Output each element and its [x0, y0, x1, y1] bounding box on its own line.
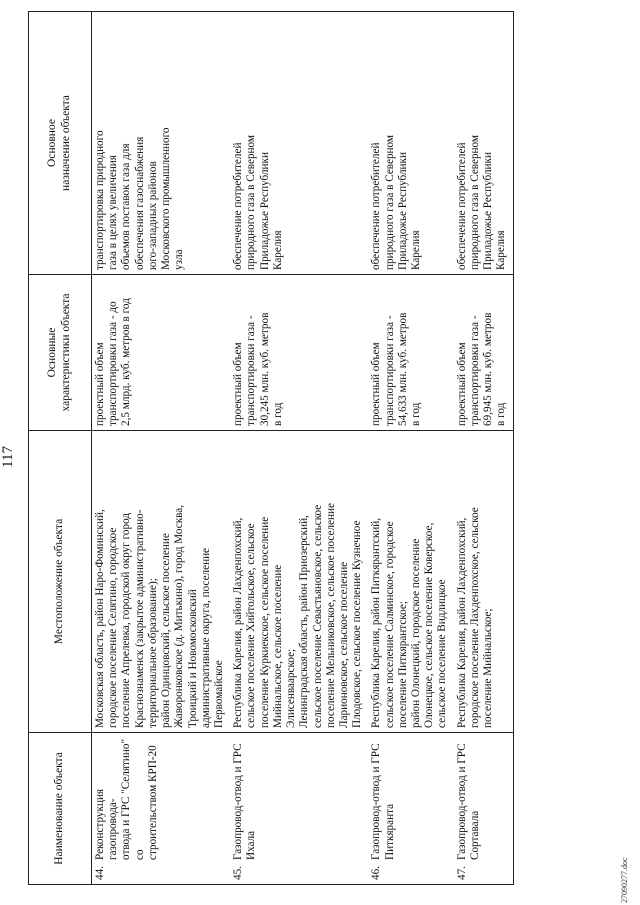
page-number: 117	[0, 446, 16, 468]
row-number: 46.	[370, 866, 383, 880]
object-location-cell	[92, 431, 231, 733]
object-characteristics-cell	[454, 275, 513, 431]
object-purpose: обеспечение потребителей природного газа в Северном Приладожье Республики Карелия	[370, 134, 423, 270]
object-name-cell	[230, 733, 368, 885]
object-name-cell	[368, 733, 453, 885]
object-purpose: обеспечение потребителей природного газа в Северном Приладожье Республики Карелия	[455, 134, 508, 270]
object-purpose: обеспечение потребителей природного газа в Северном Приладожье Республики Карелия	[232, 134, 284, 270]
object-purpose-cell	[454, 12, 513, 275]
header-purpose: Основное назначение объекта	[29, 12, 92, 275]
object-characteristics-cell	[92, 275, 231, 431]
table-row	[230, 12, 368, 885]
object-name: Газопровод-отвод и ГРС Сортавала	[455, 743, 481, 860]
object-characteristics: проектный объем транспортировки газа - до 2,5 млрд. куб. метров в год	[94, 298, 133, 426]
object-characteristics-cell	[230, 275, 368, 431]
header-characteristics: Основные характеристики объекта	[29, 275, 92, 431]
object-characteristics: проектный объем транспортировки газа - 30,245 млн. куб. метров в год	[232, 312, 284, 426]
object-location-cell	[230, 431, 368, 733]
object-name: Газопровод-отвод и ГРС Ихала	[232, 743, 258, 860]
header-name: Наименование объекта	[29, 733, 92, 885]
object-location: Республика Карелия, район Питкярантский, сельское поселение Салминское, городское поселение Питкярантское; район Олонецкий, городское поселение Олонецкое, сельское поселение Коверское, сельское поселение Видлицкое	[370, 517, 449, 728]
object-location: Республика Карелия, район Лахденпохский, городское поселение Лахденпохское, сельское поселение Мийнальское;	[455, 507, 495, 728]
row-number: 47.	[455, 866, 468, 880]
document-file-code: 27090277.doc	[620, 857, 629, 903]
object-location: Республика Карелия, район Лахденпохский, сельское поселение Хийтольское, сельское поселение Куркиекское, сельское поселение Мийнальское, сельское поселение Элисенваарское; Ленинградская область, район Приозерский, сельское поселение Севастьяновское, сельское поселение Мельниковское, сельское поселение Ларионовское, сельское поселение Плодовское, сельское поселение Кузнечное	[232, 503, 364, 728]
object-characteristics-cell	[368, 275, 453, 431]
object-name: Газопровод-отвод и ГРС Питкяранта	[370, 743, 396, 860]
object-location-cell	[368, 431, 453, 733]
object-purpose-cell	[230, 12, 368, 275]
objects-table	[28, 11, 514, 885]
object-location-cell	[454, 431, 513, 733]
header-location: Местоположение объекта	[29, 431, 92, 733]
object-characteristics: проектный объем транспортировки газа - 54,633 млн. куб. метров в год	[370, 312, 423, 426]
object-characteristics: проектный объем транспортировки газа - 69,945 млн. куб. метров в год	[455, 312, 508, 426]
object-name: Реконструкция газопровода- отвода и ГРС "Селятино" со строительством КРП-20	[94, 738, 159, 860]
table-header-row	[29, 12, 92, 885]
object-location: Московская область, район Наро-Фоминский, городское поселение Селятино, городское поселение Апрелевка, городской округ город Краснознаменск (закрытое административно- территориальное образование); район Одинцовский, сельское поселение Жаворонковское (д. Митькино), город Москва, Троицкий и Новомосковский административные округа, поселение Первомайское	[94, 504, 225, 728]
object-name-cell	[454, 733, 513, 885]
object-purpose-cell	[92, 12, 231, 275]
row-number: 44.	[94, 866, 106, 880]
table-row	[92, 12, 231, 885]
table-row	[368, 12, 453, 885]
object-purpose-cell	[368, 12, 453, 275]
table-row	[454, 12, 513, 885]
row-number: 45.	[232, 866, 245, 880]
object-purpose: транспортировка природного газа в целях увеличения объемов поставок газа для обеспечения газоснабжения юго-западных районов Московского промышленного узла	[94, 127, 186, 270]
object-name-cell	[92, 733, 231, 885]
